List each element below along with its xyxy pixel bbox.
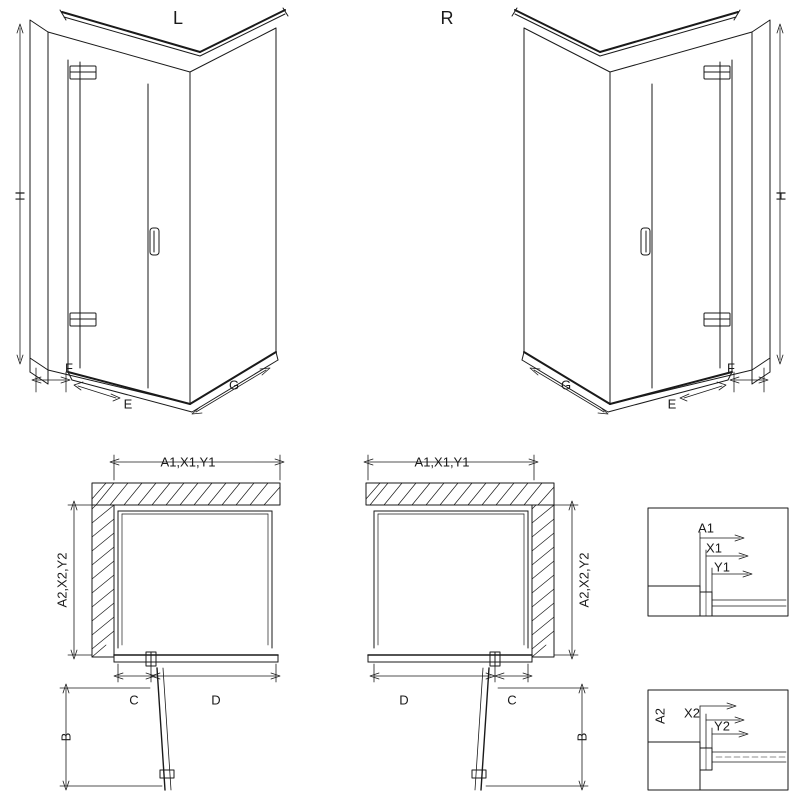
detail-bottom-dim2-label: X2 [684,705,700,721]
detail-top-dim3-label: Y1 [714,559,730,575]
dim-label-f-right: F [727,360,735,376]
iso-view-right [512,8,770,412]
plan-left-d-dim-label: D [211,692,221,708]
iso-right-title: R [440,8,454,28]
plan-left-c-dim-label: C [129,692,139,708]
dim-label-e-left: E [123,396,133,412]
dim-label-g-right: G [560,377,572,393]
plan-right-b-dim-label: B [574,732,590,742]
dim-label-g-left: G [228,377,240,393]
detail-top-dim2-label: X1 [706,540,722,556]
dim-label-e-right: E [667,396,677,412]
dim-label-h-left: H [12,191,28,201]
iso-view-left [30,8,288,412]
iso-left-title: L [172,8,184,28]
plan-left-top-dim-label: A1,X1,Y1 [160,454,216,470]
plan-right-c-dim-label: C [507,692,517,708]
plan-left-side-dim-label: A2,X2,Y2 [54,552,70,608]
plan-view-left [92,483,280,790]
detail-view-bottom [648,690,788,790]
plan-right-top-dim-label: A1,X1,Y1 [414,454,470,470]
dim-label-h-right: H [773,191,789,201]
plan-view-right [366,483,554,790]
detail-top-dim1-label: A1 [698,520,714,536]
plan-left-b-dim-label: B [58,732,74,742]
detail-bottom-dim3-label: Y2 [714,718,730,734]
plan-right-d-dim-label: D [399,692,409,708]
dim-label-f-left: F [65,360,73,376]
detail-bottom-dim1-label: A2 [652,708,668,724]
plan-right-side-dim-label: A2,X2,Y2 [576,552,592,608]
